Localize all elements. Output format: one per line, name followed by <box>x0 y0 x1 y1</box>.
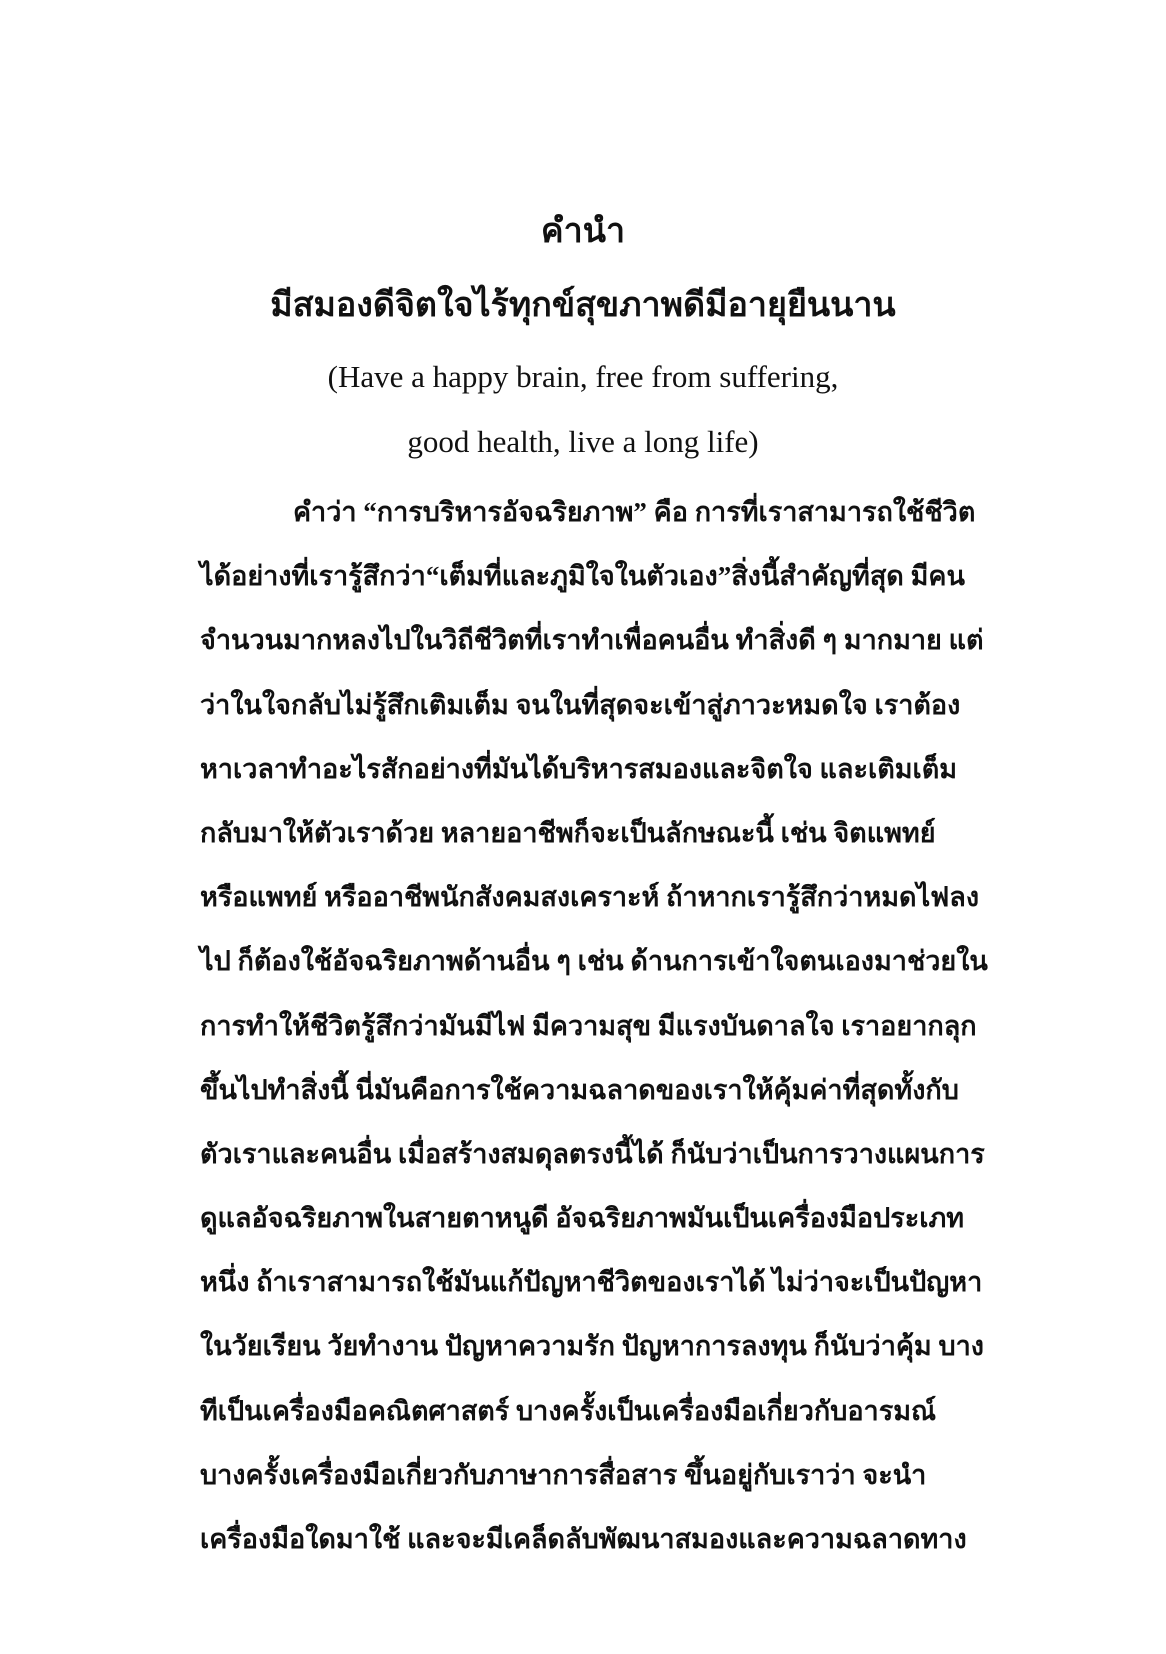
paragraph-line: การทำให้ชีวิตรู้สึกว่ามันมีไฟ มีความสุข มีแรงบันดาลใจ เราอยากลุก <box>200 1010 977 1041</box>
paragraph-line: กลับมาให้ตัวเราด้วย หลายอาชีพก็จะเป็นลักษณะนี้ เช่น จิตแพทย์ <box>200 817 936 848</box>
paragraph-line: จำนวนมากหลงไปในวิถีชีวิตที่เราทำเพื่อคนอื่น ทำสิ่งดี ๆ มากมาย แต่ <box>200 625 984 656</box>
paragraph-line: ทีเป็นเครื่องมือคณิตศาสตร์ บางครั้งเป็นเครื่องมือเกี่ยวกับอารมณ์ <box>200 1395 937 1426</box>
paragraph-line: บางครั้งเครื่องมือเกี่ยวกับภาษาการสื่อสาร ขึ้นอยู่กับเราว่า จะนำ <box>200 1459 927 1490</box>
paragraph-line: ว่าในใจกลับไม่รู้สึกเติมเต็ม จนในที่สุดจะเข้าสู่ภาวะหมดใจ เราต้อง <box>200 689 961 720</box>
paragraph-line: ในวัยเรียน วัยทำงาน ปัญหาความรัก ปัญหาการลงทุน ก็นับว่าคุ้ม บาง <box>200 1331 984 1362</box>
paragraph-line: ดูแลอัจฉริยภาพในสายตาหนูดี อัจฉริยภาพมันเป็นเครื่องมือประเภท <box>200 1203 965 1234</box>
paragraph-line: เครื่องมือใดมาใช้ และจะมีเคล็ดลับพัฒนาสมองและความฉลาดทาง <box>200 1524 967 1554</box>
paragraph-line: คำว่า “การบริหารอัจฉริยภาพ” คือ การที่เราสามารถใช้ชีวิต <box>293 497 976 527</box>
paragraph-line: ขึ้นไปทำสิ่งนี้ นี่มันคือการใช้ความฉลาดของเราให้คุ้มค่าที่สุดทั้งกับ <box>200 1074 959 1105</box>
page-title: คำนำ <box>540 213 626 250</box>
paragraph-line: ตัวเราและคนอื่น เมื่อสร้างสมดุลตรงนี้ได้ ก็นับว่าเป็นการวางแผนการ <box>200 1138 985 1169</box>
paragraph-line: หรือแพทย์ หรืออาชีพนักสังคมสงเคราะห์ ถ้าหากเรารู้สึกว่าหมดไฟลง <box>200 882 980 913</box>
english-subtitle-line-2: good health, live a long life) <box>407 424 759 459</box>
body-paragraph <box>200 480 988 1571</box>
paragraph-line: หนึ่ง ถ้าเราสามารถใช้มันแก้ปัญหาชีวิตของเราได้ ไม่ว่าจะเป็นปัญหา <box>200 1267 983 1298</box>
paragraph-line: ไป ก็ต้องใช้อัจฉริยภาพด้านอื่น ๆ เช่น ด้านการเข้าใจตนเองมาช่วยใน <box>200 946 988 977</box>
paragraph-line: ได้อย่างที่เรารู้สึกว่า“เต็มที่และภูมิใจในตัวเอง”สิ่งนี้สำคัญที่สุด มีคน <box>200 561 965 592</box>
english-subtitle-line-1: (Have a happy brain, free from suffering, <box>327 359 839 394</box>
thai-subtitle: มีสมองดีจิตใจไร้ทุกข์สุขภาพดีมีอายุยืนนาน <box>270 287 896 324</box>
paragraph-line: หาเวลาทำอะไรสักอย่างที่มันได้บริหารสมองและจิตใจ และเติมเต็ม <box>200 753 958 784</box>
